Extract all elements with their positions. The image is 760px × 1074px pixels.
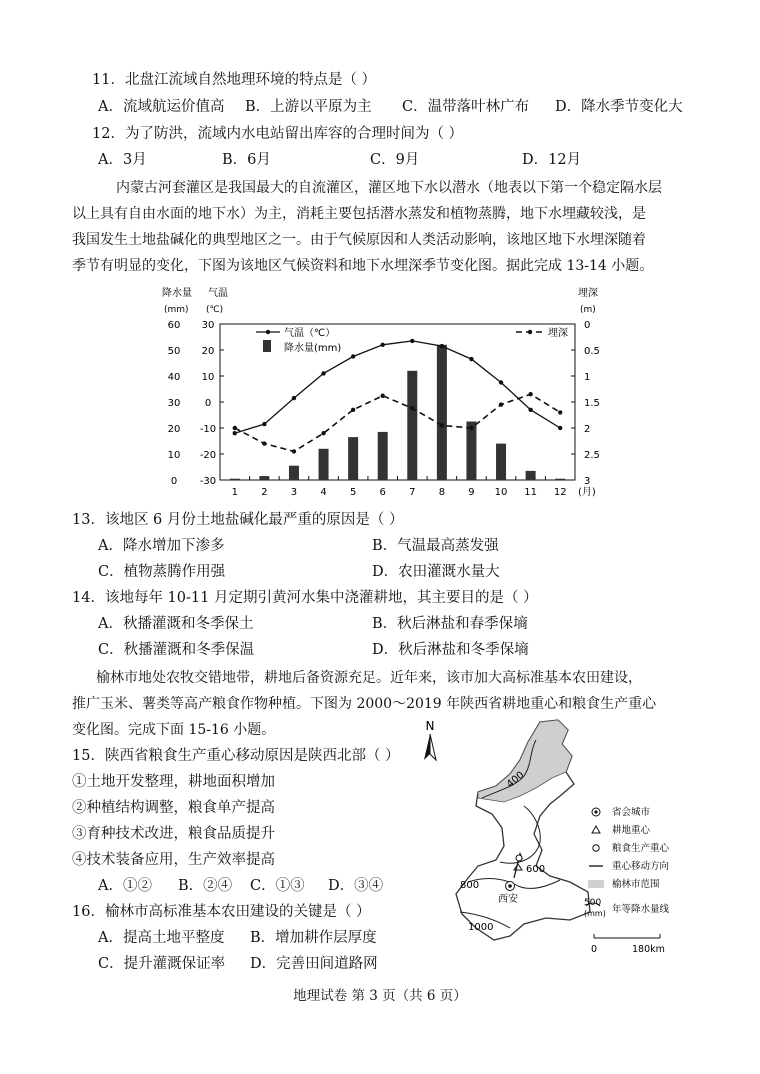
depth-tick-label: 2 <box>584 424 591 435</box>
month-tick-label: 6 <box>379 487 386 498</box>
depth-axis-label: 埋深 <box>578 288 598 299</box>
legend-isoline: 年等降水量线 <box>612 904 670 915</box>
depth-point <box>528 392 532 396</box>
depth-point <box>292 449 296 453</box>
depth-tick-label: 1.5 <box>584 398 600 409</box>
precip-bar <box>466 422 476 481</box>
q14-option-d: D．秋后淋盐和冬季保墒 <box>372 642 529 658</box>
month-tick-label: 12 <box>553 487 567 498</box>
legend-grain-centroid: 粮食生产重心 <box>612 843 670 854</box>
q11-stem: 11．北盘江流域自然地理环境的特点是（ ） <box>92 72 377 88</box>
q15-option-b: B．②④ <box>178 878 233 894</box>
temp-point <box>262 422 266 426</box>
temp-tick-label: 0 <box>204 398 212 409</box>
depth-point <box>410 406 414 410</box>
depth-point <box>440 423 444 427</box>
passage2-line-1: 榆林市地处农牧交错地带，耕地后备资源充足。近年来，该市加大高标准基本农田建设， <box>96 670 642 686</box>
temp-point <box>558 426 562 430</box>
q11-option-c: C．温带落叶林广布 <box>402 99 530 115</box>
month-tick-label: 11 <box>524 487 537 498</box>
temp-point <box>233 431 237 435</box>
q15-option-d: D．③④ <box>328 878 384 894</box>
x-axis-unit: (月) <box>578 487 596 498</box>
precip-tick-label: 0 <box>170 476 178 487</box>
passage1-line-1: 内蒙古河套灌区是我国最大的自流灌区，灌区地下水以潜水（地表以下第一个稳定隔水层 <box>116 180 662 196</box>
temp-tick-label: -20 <box>199 450 217 461</box>
legend-depth-marker <box>528 330 532 334</box>
precip-tick-label: 50 <box>167 346 181 357</box>
precip-bar <box>437 345 447 480</box>
legend-temp-label: 气温（℃） <box>284 328 336 339</box>
temp-point <box>351 354 355 358</box>
isoline-400-label: 400 <box>504 769 527 791</box>
q15-item-4: ④技术装备应用，生产效率提高 <box>72 852 275 868</box>
passage1-line-3: 我国发生土地盐碱化的典型地区之一。由于气候原因和人类活动影响，该地区地下水埋深随着 <box>72 232 646 248</box>
temp-tick-label: -10 <box>199 424 217 435</box>
precip-tick-label: 10 <box>167 450 181 461</box>
temp-tick-label: -30 <box>199 476 217 487</box>
xian-label: 西安 <box>498 894 518 905</box>
month-tick-label: 4 <box>320 487 327 498</box>
passage1-line-2: 以上具有自由水面的地下水）为主，消耗主要包括潜水蒸发和植物蒸腾，地下水埋藏较浅，是 <box>72 206 646 222</box>
precip-tick-label: 40 <box>167 372 181 383</box>
temp-point <box>410 339 414 343</box>
precip-bar <box>378 432 388 480</box>
temp-tick-label: 20 <box>201 346 215 357</box>
precip-axis-unit: (mm) <box>164 305 189 315</box>
q15-item-1: ①土地开发整理，耕地面积增加 <box>72 774 275 790</box>
map-legend <box>584 806 670 918</box>
temp-tick-label: 10 <box>201 372 215 383</box>
q12-option-b: B．6月 <box>222 152 271 168</box>
month-tick-label: 5 <box>349 487 357 498</box>
legend-precip-swatch <box>263 340 271 352</box>
isoline-600-label: 600 <box>526 864 546 875</box>
temp-point <box>381 343 385 347</box>
depth-point <box>558 410 562 414</box>
legend-depth-label: 埋深 <box>548 328 568 339</box>
month-tick-label: 7 <box>409 487 416 498</box>
month-tick-label: 2 <box>261 487 268 498</box>
temp-tick-label: 30 <box>201 320 215 331</box>
climate-groundwater-chart <box>160 282 600 502</box>
passage1-line-4: 季节有明显的变化，下图为该地区气候资料和地下水埋深季节变化图。据此完成 13-14 小题。 <box>72 258 654 274</box>
scale-zero: 0 <box>591 944 598 955</box>
precip-bar <box>230 479 240 480</box>
precip-bar <box>319 449 329 480</box>
depth-point <box>321 431 325 435</box>
legend-temp-marker <box>266 330 270 334</box>
precip-bar <box>348 437 358 480</box>
temp-point <box>528 408 532 412</box>
grain-centroid-icon <box>516 855 522 861</box>
q14-option-c: C．秋播灌溉和冬季保温 <box>98 642 255 658</box>
q15-item-2: ②种植结构调整，粮食单产提高 <box>72 800 275 816</box>
temp-point <box>292 396 296 400</box>
depth-tick-label: 0 <box>584 320 591 331</box>
q12-option-d: D．12月 <box>522 152 582 168</box>
depth-point <box>351 408 355 412</box>
q12-option-c: C．9月 <box>370 152 420 168</box>
month-tick-label: 10 <box>494 487 508 498</box>
q13-option-a: A．降水增加下渗多 <box>98 538 225 554</box>
q16-option-a: A．提高土地平整度 <box>98 930 225 946</box>
q15-item-3: ③育种技术改进，粮食品质提升 <box>72 826 275 842</box>
temp-line <box>235 341 560 433</box>
q13-stem: 13．该地区 6 月份土地盐碱化最严重的原因是（ ） <box>72 512 404 528</box>
precip-bar <box>407 371 417 480</box>
month-tick-label: 3 <box>290 487 298 498</box>
depth-axis-unit: (m) <box>580 305 596 315</box>
q15-stem: 15．陕西省粮食生产重心移动原因是陕西北部（ ） <box>72 748 400 764</box>
depth-point <box>469 426 473 430</box>
q13-option-b: B．气温最高蒸发强 <box>372 538 499 554</box>
q14-stem: 14．该地每年 10-11 月定期引黄河水集中浇灌耕地，其主要目的是（ ） <box>72 590 538 606</box>
q11-option-d: D．降水季节变化大 <box>555 99 683 115</box>
depth-tick-label: 3 <box>584 476 591 487</box>
legend-precip-label: 降水量(mm) <box>284 343 342 354</box>
scale-dist: 180km <box>632 944 665 955</box>
q16-option-d: D．完善田间道路网 <box>250 956 378 972</box>
depth-tick-label: 1 <box>584 372 591 383</box>
q15-option-c: C．①③ <box>250 878 305 894</box>
legend-capital: 省会城市 <box>612 807 651 818</box>
q14-option-b: B．秋后淋盐和春季保墒 <box>372 616 528 632</box>
month-tick-label: 8 <box>438 487 446 498</box>
precip-bar <box>496 444 506 480</box>
depth-point <box>262 441 266 445</box>
q11-option-a: A．流域航运价值高 <box>98 99 225 115</box>
legend-yulin: 榆林市范围 <box>612 879 660 890</box>
page-footer: 地理试卷 第 3 页（共 6 页） <box>293 988 467 1004</box>
precip-bar <box>259 476 269 480</box>
q14-option-a: A．秋播灌溉和冬季保土 <box>98 616 254 632</box>
legend-move-direction: 重心移动方向 <box>612 861 670 872</box>
depth-tick-label: 2.5 <box>584 450 600 461</box>
precip-tick-label: 20 <box>167 424 181 435</box>
depth-point <box>233 426 237 430</box>
q15-option-a: A．①② <box>98 878 152 894</box>
legend-isoline-unit: (mm) <box>584 909 606 918</box>
temp-axis-unit: (℃) <box>206 305 224 315</box>
q13-option-c: C．植物蒸腾作用强 <box>98 564 226 580</box>
q16-stem: 16．榆林市高标准基本农田建设的关键是（ ） <box>72 904 371 920</box>
temp-axis-label: 气温 <box>208 288 228 299</box>
temp-point <box>469 357 473 361</box>
q16-option-c: C．提升灌溉保证率 <box>98 956 226 972</box>
north-label: N <box>425 719 435 733</box>
scale-bar <box>591 934 665 955</box>
north-arrow-icon <box>424 719 436 760</box>
precip-bar <box>289 466 299 480</box>
depth-tick-label: 0.5 <box>584 346 600 357</box>
q11-option-b: B．上游以平原为主 <box>245 99 372 115</box>
precip-bar <box>555 479 565 480</box>
precip-bar <box>526 471 536 480</box>
q16-option-b: B．增加耕作层厚度 <box>250 930 377 946</box>
month-tick-label: 9 <box>468 487 475 498</box>
temp-point <box>321 371 325 375</box>
shaanxi-map <box>420 716 710 978</box>
legend-isoline-value: 500 <box>584 898 602 908</box>
isoline-1000-label: 1000 <box>468 922 494 933</box>
q13-option-d: D．农田灌溉水量大 <box>372 564 500 580</box>
precip-tick-label: 30 <box>167 398 181 409</box>
q12-stem: 12．为了防洪，流域内水电站留出库容的合理时间为（ ） <box>92 126 464 142</box>
passage2-line-3: 变化图。完成下面 15-16 小题。 <box>72 722 276 738</box>
depth-line <box>235 394 560 451</box>
temp-point <box>440 344 444 348</box>
precip-axis-label: 降水量 <box>162 288 192 299</box>
passage2-line-2: 推广玉米、薯类等高产粮食作物种植。下图为 2000～2019 年陕西省耕地重心和粮食生产重心 <box>72 696 657 712</box>
month-tick-label: 1 <box>231 487 238 498</box>
temp-point <box>499 380 503 384</box>
depth-point <box>381 394 385 398</box>
precip-tick-label: 60 <box>167 320 181 331</box>
isoline-800-label: 800 <box>460 880 480 891</box>
q12-option-a: A．3月 <box>98 152 147 168</box>
depth-point <box>499 402 503 406</box>
legend-cropland-centroid: 耕地重心 <box>612 825 651 836</box>
